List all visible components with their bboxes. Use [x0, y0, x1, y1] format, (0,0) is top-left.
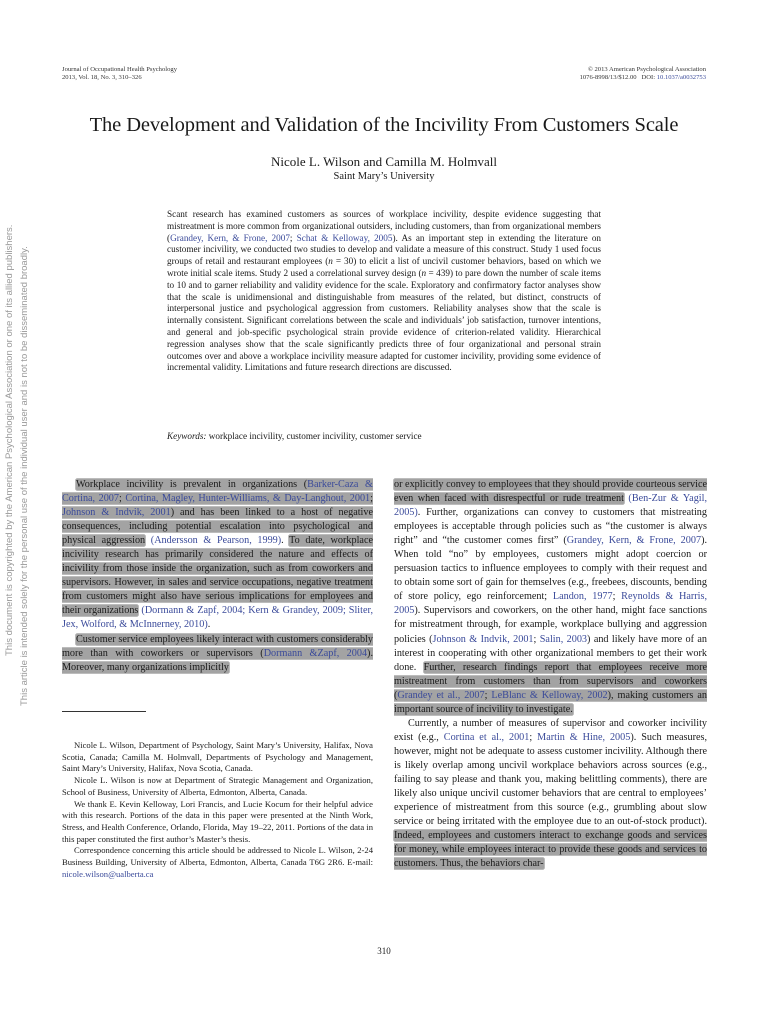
abstract: Scant research has examined customers as sources of workplace incivility, despite evidence suggesting that mistreatment is more common from organizational outsiders, including customers, than from organizational members (Grandey, Kern, & Frone, 2007; Schat & Kelloway, 2005). As an important step in extending the literature on customer incivility, we conducted two studies to develop and validate a measure of this construct. Study 1 used focus groups of retail and restaurant employees (n = 30) to elicit a list of uncivil customer behaviors, based on which we wrote initial scale items. Study 2 used a correlational survey design (n = 439) to pare down the number of scale items to 10 and to garner reliability and validity evidence for the scale. Exploratory and confirmatory factor analyses show that the scale is unidimensional and distinguishable from measures of the related, but distinct, constructs of interpersonal justice and psychological aggression from customers. Reliability analyses show that the scale is internally consistent. Significant correlations between the scale and individuals’ job satisfaction, turnover intentions, and general and job-specific psychological strain provide evidence of criterion-related validity. Hierarchical regression analyses show that the scale significantly predicts three of four organizational and personal strain outcomes over and above a workplace incivility measure adapted for customer incivility, providing some evidence of incremental validity. Limitations and future research directions are discussed.: [167, 209, 602, 373]
author-note: Correspondence concerning this article should be addressed to Nicole L. Wilson, 2-24 Business Building, University of Alberta, Edmonton, Alberta, Canada T6G 2R6. E-mail: nicole.wilson@ualberta.ca: [62, 845, 373, 879]
citation-link[interactable]: Barker-Caza & Cortina, 2007: [62, 479, 373, 505]
citation-link[interactable]: Schat & Kelloway, 2005: [296, 232, 393, 243]
citation-link[interactable]: Johnson & Indvik, 2001: [432, 633, 534, 645]
citation-link[interactable]: Grandey, Kern, & Frone, 2007: [170, 232, 290, 243]
author-note: Nicole L. Wilson, Department of Psychology, Saint Mary’s University, Halifax, Nova Scotia, Canada; Camilla M. Holmvall, Departments of Psychology and Management, Saint Mary’s University, Halifax, Nova Scotia, Canada.: [62, 740, 373, 774]
journal-name: Journal of Occupational Health Psychology: [62, 66, 177, 73]
citation-link[interactable]: Martin & Hine, 2005: [537, 731, 631, 743]
article-title: The Development and Validation of the Incivility From Customers Scale: [89, 114, 679, 136]
author-note: We thank E. Kevin Kelloway, Lori Francis, and Lucie Kocum for their helpful advice with this research. Portions of the data in this paper were presented at the Ninth Work, Stress, and Health Conference, Orlando, Florida, May 19–22, 2011. Portions of the data in this paper constituted the first author’s Master’s thesis.: [62, 798, 373, 844]
citation-link[interactable]: Grandey, Kern, & Frone, 2007: [566, 535, 702, 547]
body-left-column: [62, 478, 373, 675]
issn-doi-line: [580, 74, 706, 82]
affiliation: Saint Mary’s University: [333, 171, 435, 182]
doi-label: DOI:: [641, 74, 656, 81]
paragraph: or explicitly convey to employees that they should provide courteous service even when faced with disrespectful or rude treatment (Ben-Zur & Yagil, 2005). Further, organizations can convey to customers that mistreating employees is acceptable through policies such as “the customer is always right” and “the customer comes first” (Grandey, Kern, & Frone, 2007). When told “no” by employees, customers might adopt coercion or persuasion tactics to influence employees to comply with their request and to obtain some sort of gain for themselves (e.g., freebees, discounts, bending of store policy, ego reinforcement; Landon, 1977; Reynolds & Harris, 2005). Supervisors and coworkers, on the other hand, might face sanctions for mistreatment through, for example, workplace bullying and aggression policies (Johnson & Indvik, 2001; Salin, 2003) and likely have more of an interest in cooperating with other organizational members to get their work done. Further, research findings report that employees receive more mistreatment from customers than from supervisors and coworkers (Grandey et al., 2007; LeBlanc & Kelloway, 2002), making customers an important source of incivility to investigate.: [394, 479, 708, 715]
copyright-notice-line1: This document is copyrighted by the American Psychological Association or one of its allied publishers.: [4, 224, 15, 656]
citation-link[interactable]: Dormann &Zapf, 2004: [263, 647, 368, 659]
author-notes: [62, 740, 373, 880]
footnote-divider: [62, 711, 146, 712]
email-link[interactable]: nicole.wilson@ualberta.ca: [62, 868, 154, 879]
citation-link[interactable]: Johnson & Indvik, 2001: [62, 507, 171, 519]
paragraph: Workplace incivility is prevalent in organizations (Barker-Caza & Cortina, 2007; Cortina, Magley, Hunter-Williams, & Day-Langhout, 2001; Johnson & Indvik, 2001) and has been linked to a host of negative consequences, including potential escalation into psychological and physical aggression (Andersson & Pearson, 1999). To date, workplace incivility research has primarily considered the nature and effects of incivility from those inside the organization, such as from coworkers and supervisors. However, in sales and service occupations, negative treatment from customers might also have serious implications for employees and their organizations (Dormann & Zapf, 2004; Kern & Grandey, 2009; Sliter, Jex, Wolford, & McInnerney, 2010).: [62, 479, 373, 631]
citation-link[interactable]: Cortina, Magley, Hunter-Williams, & Day-Langhout, 2001: [125, 493, 371, 505]
keywords-label: Keywords:: [167, 431, 207, 441]
citation-link[interactable]: Grandey et al., 2007: [397, 689, 485, 701]
citation-link[interactable]: (Dormann & Zapf, 2004; Kern & Grandey, 2009; Sliter, Jex, Wolford, & McInnerney, 2010): [62, 605, 373, 631]
citation-link[interactable]: Cortina et al., 2001: [443, 731, 530, 743]
highlight: Customer service employees likely interact with customers considerably more than with coworkers or supervisors (Dormann &Zapf, 2004). Moreover, many organizations implicitly: [62, 633, 373, 673]
issn: 1076-8998/13/$12.00: [579, 74, 637, 81]
authors: Nicole L. Wilson and Camilla M. Holmvall: [271, 154, 497, 169]
paragraph: [62, 633, 373, 675]
copyright-notice-line2: This article is intended solely for the personal use of the individual user and is not to be disseminated broadly.: [19, 246, 30, 706]
highlight: Further, research findings report that employees receive more mistreatment from customers than from supervisors and coworkers (Grandey et al., 2007; LeBlanc & Kelloway, 2002), making customers an important source of incivility to investigate.: [394, 661, 707, 715]
journal-header: [62, 66, 177, 82]
highlight: or explicitly convey to employees that they should provide courteous service even when faced with disrespectful or rude treatment: [394, 479, 707, 505]
keywords-text: workplace incivility, customer incivility, customer service: [208, 431, 422, 441]
citation-link[interactable]: (Andersson & Pearson, 1999): [150, 535, 282, 547]
paragraph: Currently, a number of measures of supervisor and coworker incivility exist (e.g., Cortina et al., 2001; Martin & Hine, 2005). Such measures, however, might not be adequate to assess customer incivility. Although there is likely overlap among uncivil workplace behaviors across sources (e.g., failing to say please and thank you, making belittling comments), there are likely also unique uncivil customer behaviors that are central to employees’ experience of mistreatment from this source (e.g., grumbling about slow service or being irritated with the employee due to an out-of-stock product). Indeed, employees and customers interact to exchange goods and services for money, while employees interact to provide these goods and services to customers. Thus, the behaviors char-: [394, 717, 707, 870]
keywords: [167, 430, 601, 442]
page-number: 310: [377, 946, 391, 956]
copyright-line: © 2013 American Psychological Association: [587, 66, 706, 73]
citation-link[interactable]: (Ben-Zur & Yagil, 2005): [394, 493, 707, 519]
body-right-column: [394, 478, 707, 871]
highlight: Indeed, employees and customers interact to exchange goods and services for money, while employees interact to provide these goods and services to customers. Thus, the behaviors char-: [394, 830, 707, 870]
journal-volume: 2013, Vol. 18, No. 3, 310–326: [62, 74, 142, 81]
publisher-header: [580, 66, 706, 82]
citation-link[interactable]: Salin, 2003: [539, 633, 588, 645]
citation-link[interactable]: LeBlanc & Kelloway, 2002: [491, 689, 608, 701]
citation-link[interactable]: Landon, 1977: [552, 591, 613, 603]
highlight: To date, workplace incivility research has primarily considered the nature and effects of incivility from those inside the organization, such as from coworkers and supervisors. However, in sales and service occupations, negative treatment from customers might also have serious implications for employees and their organizations: [62, 535, 373, 617]
highlight: Workplace incivility is prevalent in organizations (Barker-Caza & Cortina, 2007; Cortina, Magley, Hunter-Williams, & Day-Langhout, 2001; Johnson & Indvik, 2001) and has been linked to a host of negative consequences, including potential escalation into psychological and physical aggression: [62, 479, 373, 547]
doi-link[interactable]: 10.1037/a0032753: [656, 74, 706, 81]
author-note: Nicole L. Wilson is now at Department of Strategic Management and Organization, School of Business, University of Alberta, Edmonton, Alberta, Canada.: [62, 775, 373, 797]
citation-link[interactable]: Reynolds & Harris, 2005: [394, 591, 708, 617]
